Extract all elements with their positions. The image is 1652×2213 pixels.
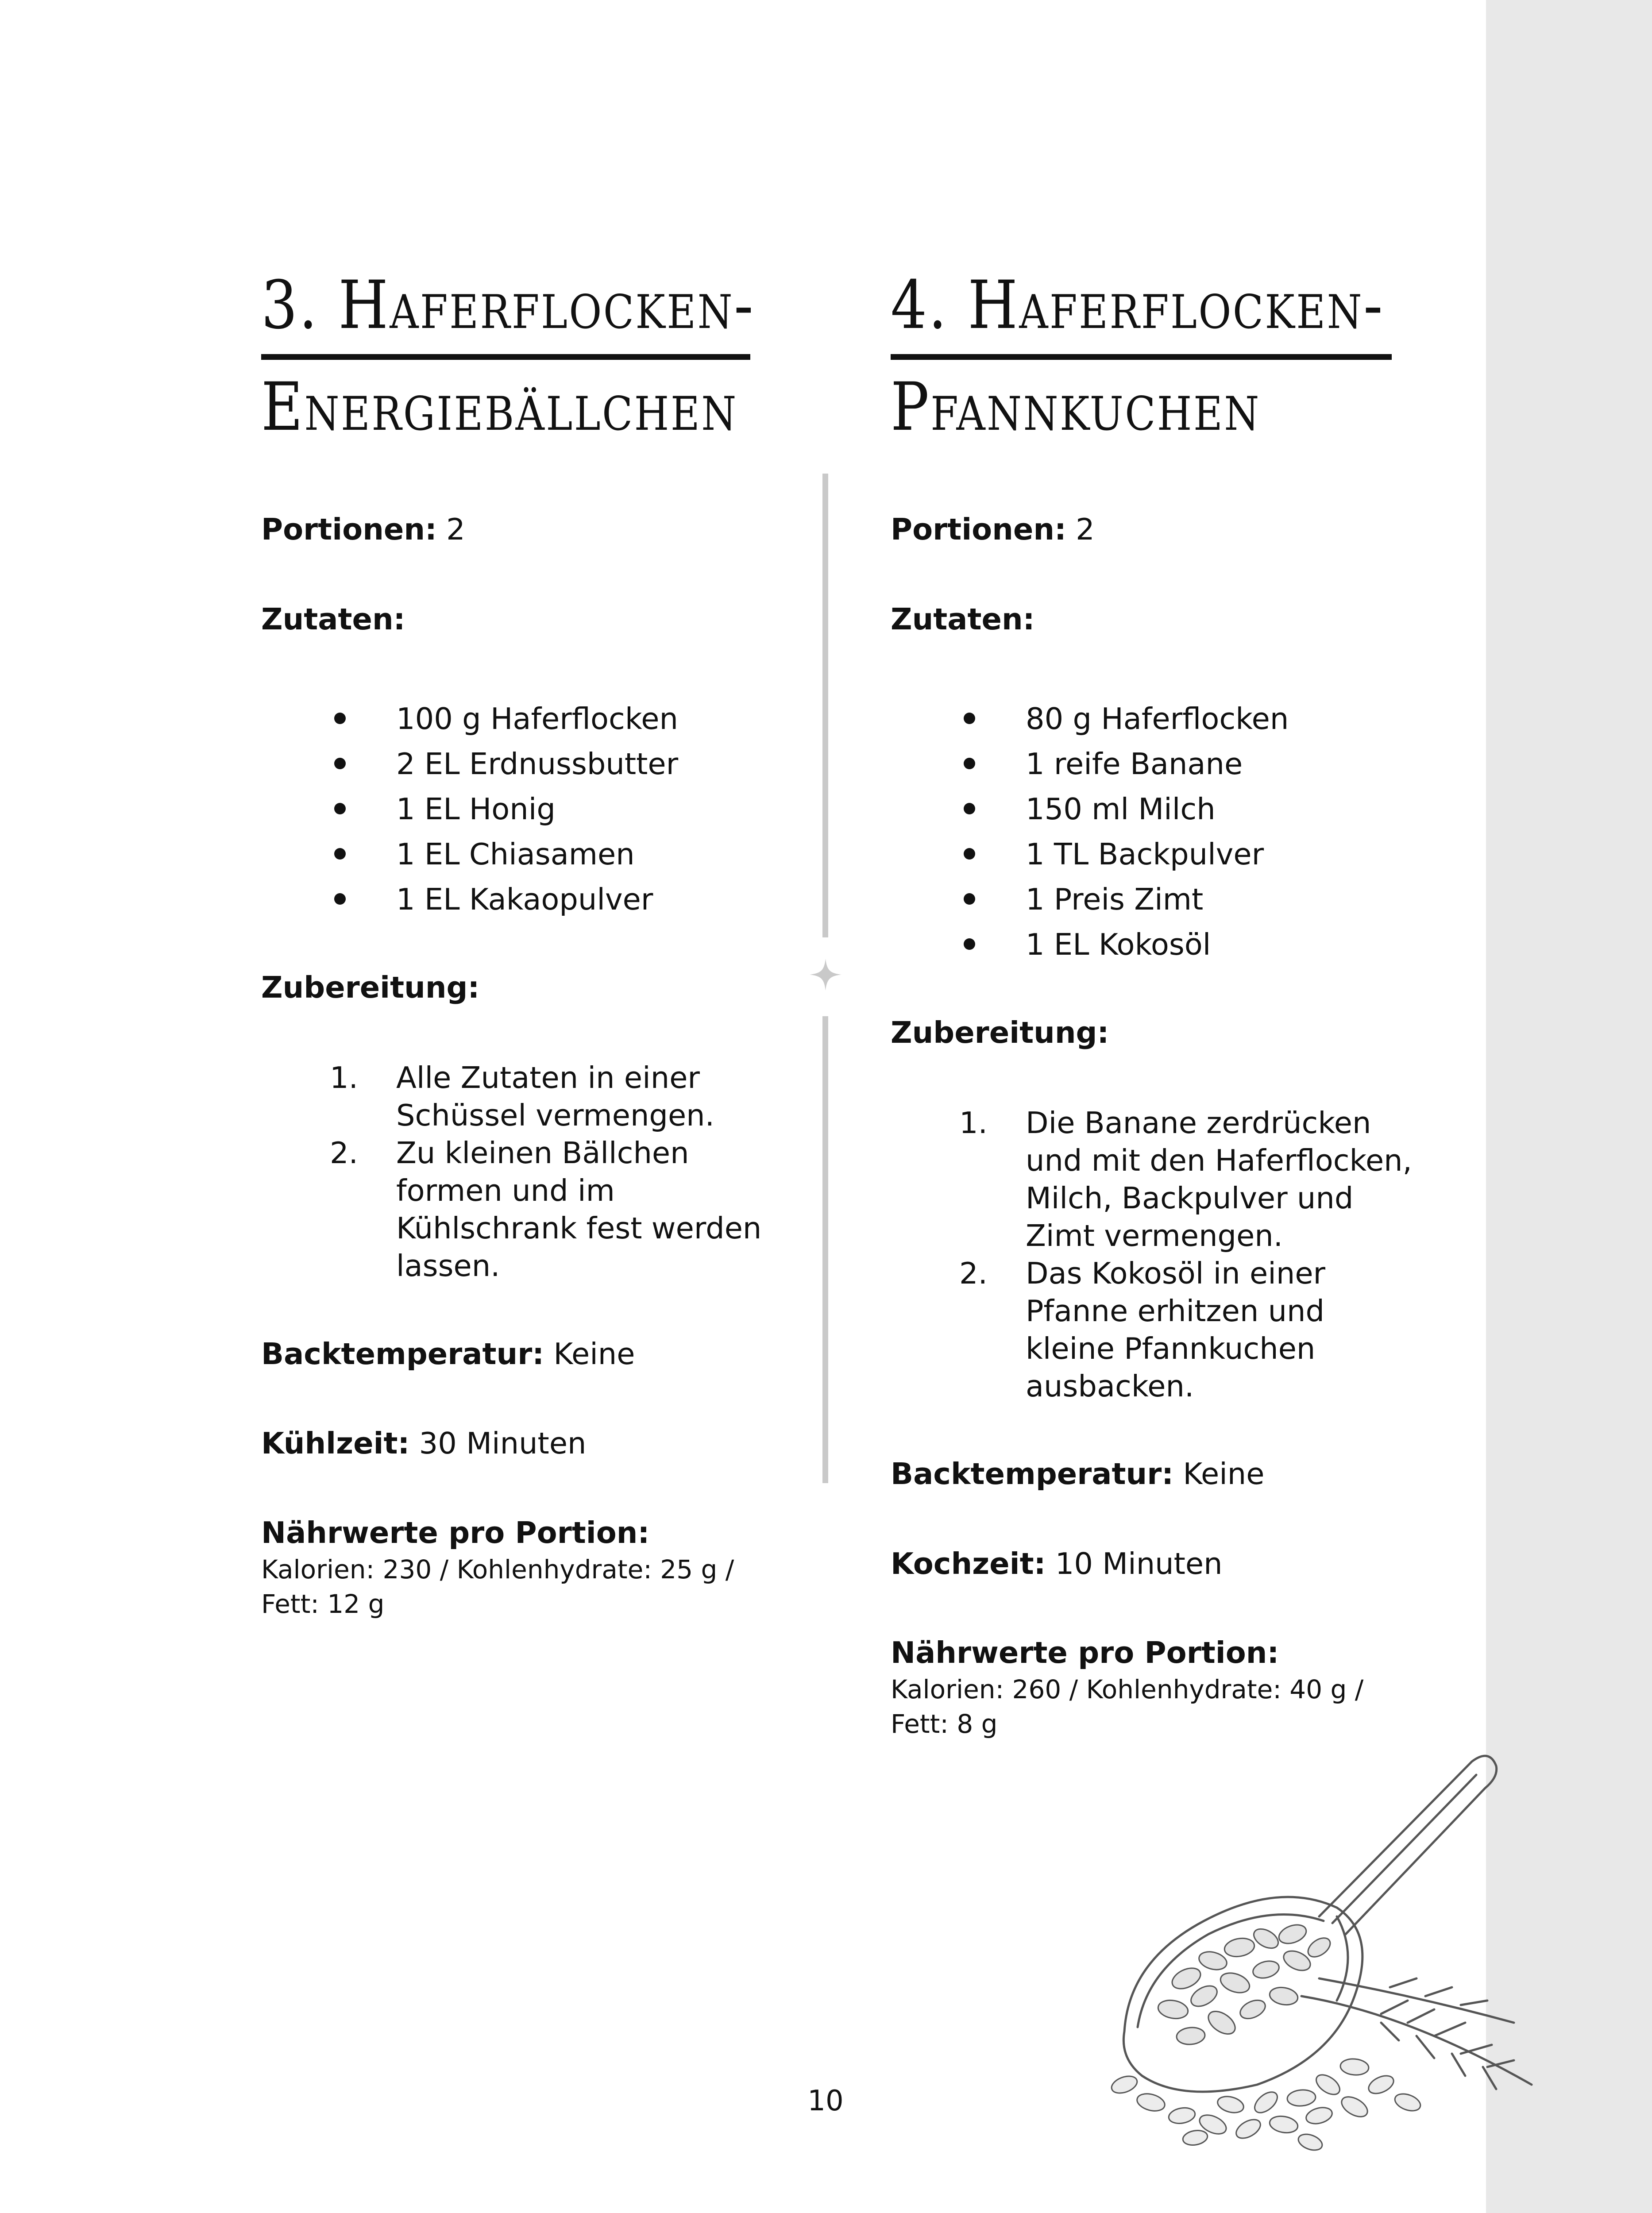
step-text: Zu kleinen Bällchen xyxy=(396,1136,689,1170)
list-item xyxy=(396,832,678,877)
list-item xyxy=(396,696,678,741)
step-text: ausbacken. xyxy=(1026,1369,1194,1403)
bullet-icon xyxy=(334,893,346,905)
step-text: und mit den Haferflocken, xyxy=(1026,1143,1412,1178)
ingredient-text: 1 EL Kakaopulver xyxy=(396,882,653,917)
step-number: 2. xyxy=(959,1256,988,1291)
naehrwerte-line: Kalorien: 260 / Kohlenhydrate: 40 g / xyxy=(891,1674,1364,1704)
naehrwerte-label: Nährwerte pro Portion: xyxy=(891,1635,1279,1670)
kuehlzeit-label: Kühlzeit: xyxy=(261,1426,410,1461)
kochzeit-field xyxy=(891,1548,1223,1581)
list-item xyxy=(1026,922,1289,967)
step-number: 1. xyxy=(959,1106,988,1140)
naehrwerte-label: Nährwerte pro Portion: xyxy=(261,1515,650,1550)
recipe-title-line2: Pfannkuchen xyxy=(891,369,1261,446)
step-text: Milch, Backpulver und xyxy=(1026,1181,1354,1215)
step-item xyxy=(959,1104,1412,1255)
step-item xyxy=(959,1255,1412,1405)
ingredient-text: 1 TL Backpulver xyxy=(1026,837,1264,871)
zubereitung-label: Zubereitung: xyxy=(891,1015,1109,1050)
bullet-icon xyxy=(964,713,975,724)
step-text: Schüssel vermengen. xyxy=(396,1098,714,1133)
oat-scoop-illustration xyxy=(1071,1748,1536,2155)
portionen-field xyxy=(891,513,1095,546)
title-rule xyxy=(891,354,1392,360)
list-item xyxy=(1026,832,1289,877)
ingredient-text: 100 g Haferflocken xyxy=(396,702,678,736)
bullet-icon xyxy=(964,893,975,905)
list-item xyxy=(1026,741,1289,787)
kochzeit-value: 10 Minuten xyxy=(1055,1546,1223,1581)
ingredient-text: 2 EL Erdnussbutter xyxy=(396,747,679,781)
backtemperatur-field xyxy=(261,1338,635,1371)
bullet-icon xyxy=(334,713,346,724)
naehrwerte-line: Fett: 8 g xyxy=(891,1709,998,1739)
column-divider-top xyxy=(822,474,828,937)
step-item xyxy=(330,1059,761,1134)
ingredient-text: 150 ml Milch xyxy=(1026,792,1216,826)
zutaten-heading xyxy=(891,603,1034,636)
step-text: Alle Zutaten in einer xyxy=(396,1060,700,1095)
step-list xyxy=(959,1104,1412,1405)
ingredient-list xyxy=(1026,696,1289,967)
bullet-icon xyxy=(964,803,975,814)
step-text: Kühlschrank fest werden xyxy=(396,1211,762,1245)
step-text: Das Kokosöl in einer xyxy=(1026,1256,1326,1291)
naehrwerte-line: Kalorien: 230 / Kohlenhydrate: 25 g / xyxy=(261,1554,734,1585)
bullet-icon xyxy=(334,803,346,814)
bullet-icon xyxy=(964,848,975,860)
list-item xyxy=(396,741,678,787)
step-number: 1. xyxy=(330,1060,358,1095)
ingredient-text: 80 g Haferflocken xyxy=(1026,702,1289,736)
backtemperatur-field xyxy=(891,1458,1265,1491)
backtemperatur-label: Backtemperatur: xyxy=(261,1337,544,1371)
ingredient-text: 1 EL Chiasamen xyxy=(396,837,635,871)
list-item xyxy=(396,877,678,922)
column-divider-bottom xyxy=(822,1016,828,1483)
naehrwerte-text xyxy=(891,1672,1363,1741)
recipe-title-line2: Energiebällchen xyxy=(261,369,738,446)
kochzeit-label: Kochzeit: xyxy=(891,1546,1046,1581)
ingredient-text: 1 EL Honig xyxy=(396,792,556,826)
kuehlzeit-value: 30 Minuten xyxy=(419,1426,587,1461)
portionen-label: Portionen: xyxy=(261,512,437,547)
list-item xyxy=(396,787,678,832)
step-item xyxy=(330,1134,762,1285)
portionen-field xyxy=(261,513,465,546)
naehrwerte-line: Fett: 12 g xyxy=(261,1589,385,1619)
zutaten-label: Zutaten: xyxy=(261,602,405,636)
bullet-icon xyxy=(964,938,975,950)
step-text: kleine Pfannkuchen xyxy=(1026,1331,1316,1366)
bullet-icon xyxy=(334,758,346,769)
portionen-value: 2 xyxy=(446,512,465,547)
kuehlzeit-field xyxy=(261,1427,587,1460)
zutaten-label: Zutaten: xyxy=(891,602,1035,636)
list-item xyxy=(1026,696,1289,741)
backtemperatur-value: Keine xyxy=(1183,1457,1265,1491)
list-item xyxy=(1026,877,1289,922)
recipe-title-line1: 4. Haferflocken- xyxy=(891,267,1385,344)
ingredient-text: 1 Preis Zimt xyxy=(1026,882,1204,917)
ingredient-text: 1 EL Kokosöl xyxy=(1026,927,1211,962)
bullet-icon xyxy=(334,848,346,860)
step-text: Pfanne erhitzen und xyxy=(1026,1294,1325,1328)
zubereitung-heading xyxy=(891,1017,1109,1049)
portionen-label: Portionen: xyxy=(891,512,1066,547)
ingredient-list xyxy=(396,696,678,922)
naehrwerte-heading xyxy=(261,1517,649,1550)
naehrwerte-text xyxy=(261,1552,734,1621)
zubereitung-heading xyxy=(261,972,479,1004)
ingredient-text: 1 reife Banane xyxy=(1026,747,1243,781)
step-text: lassen. xyxy=(396,1249,500,1283)
step-text: Zimt vermengen. xyxy=(1026,1218,1283,1253)
title-rule xyxy=(261,354,750,360)
step-text: Die Banane zerdrücken xyxy=(1026,1106,1371,1140)
zutaten-heading xyxy=(261,603,405,636)
step-number: 2. xyxy=(330,1136,358,1170)
four-point-star-icon xyxy=(810,959,841,991)
step-list xyxy=(330,1059,762,1285)
backtemperatur-label: Backtemperatur: xyxy=(891,1457,1174,1491)
step-text: formen und im xyxy=(396,1173,615,1208)
bullet-icon xyxy=(964,758,975,769)
naehrwerte-heading xyxy=(891,1637,1279,1669)
zubereitung-label: Zubereitung: xyxy=(261,970,480,1005)
list-item xyxy=(1026,787,1289,832)
recipe-title-line1: 3. Haferflocken- xyxy=(261,267,755,344)
portionen-value: 2 xyxy=(1076,512,1095,547)
page-number: 10 xyxy=(807,2085,844,2117)
backtemperatur-value: Keine xyxy=(553,1337,635,1371)
